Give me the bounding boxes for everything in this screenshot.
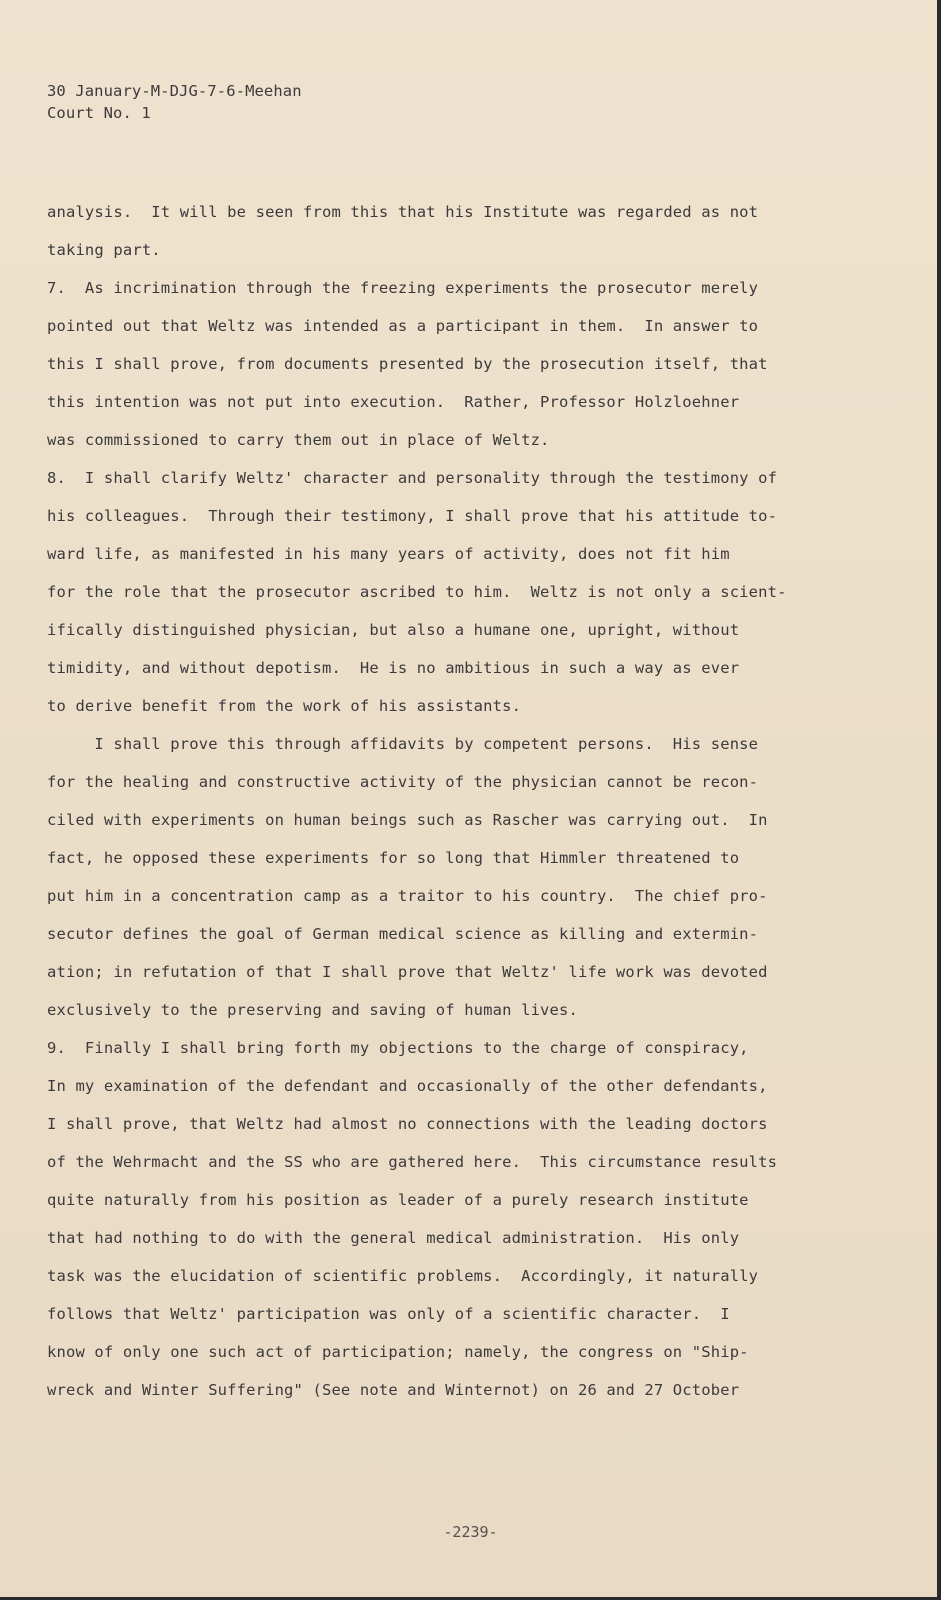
header-court: Court No. 1 bbox=[47, 104, 151, 122]
text-line: ation; in refutation of that I shall prove that Weltz' life work was devoted bbox=[47, 963, 768, 981]
text-line: for the role that the prosecutor ascribed to him. Weltz is not only a scient- bbox=[47, 583, 787, 601]
text-line: his colleagues. Through their testimony, I shall prove that his attitude to- bbox=[47, 507, 778, 525]
text-line: timidity, and without depotism. He is no ambitious in such a way as ever bbox=[47, 659, 740, 677]
text-line: taking part. bbox=[47, 241, 161, 259]
text-line: know of only one such act of participation; namely, the congress on "Ship- bbox=[47, 1343, 749, 1361]
text-line: In my examination of the defendant and occasionally of the other defendants, bbox=[47, 1077, 768, 1095]
page-number: -2239- bbox=[443, 1523, 498, 1541]
text-line: 9. Finally I shall bring forth my objections to the charge of conspiracy, bbox=[47, 1039, 749, 1057]
text-line: that had nothing to do with the general medical administration. His only bbox=[47, 1229, 740, 1247]
text-line: put him in a concentration camp as a traitor to his country. The chief pro- bbox=[47, 887, 768, 905]
text-line: I shall prove, that Weltz had almost no connections with the leading doctors bbox=[47, 1115, 768, 1133]
text-line: this I shall prove, from documents presented by the prosecution itself, that bbox=[47, 355, 768, 373]
text-line: 8. I shall clarify Weltz' character and personality through the testimony of bbox=[47, 469, 778, 487]
text-line: was commissioned to carry them out in place of Weltz. bbox=[47, 431, 550, 449]
text-line: ciled with experiments on human beings such as Rascher was carrying out. In bbox=[47, 811, 768, 829]
scan-edge-right bbox=[937, 0, 941, 1600]
document-body bbox=[47, 200, 907, 1416]
text-line: pointed out that Weltz was intended as a participant in them. In answer to bbox=[47, 317, 759, 335]
text-line: follows that Weltz' participation was only of a scientific character. I bbox=[47, 1305, 730, 1323]
text-line: ifically distinguished physician, but also a humane one, upright, without bbox=[47, 621, 740, 639]
text-line: I shall prove this through affidavits by competent persons. His sense bbox=[47, 735, 759, 753]
text-line: quite naturally from his position as leader of a purely research institute bbox=[47, 1191, 749, 1209]
text-line: wreck and Winter Suffering" (See note and Winternot) on 26 and 27 October bbox=[47, 1381, 740, 1399]
header-reference: 30 January-M-DJG-7-6-Meehan bbox=[47, 82, 302, 100]
text-line: secutor defines the goal of German medical science as killing and extermin- bbox=[47, 925, 759, 943]
text-line: to derive benefit from the work of his assistants. bbox=[47, 697, 522, 715]
text-line: 7. As incrimination through the freezing experiments the prosecutor merely bbox=[47, 279, 759, 297]
text-line: exclusively to the preserving and saving of human lives. bbox=[47, 1001, 578, 1019]
text-line: of the Wehrmacht and the SS who are gathered here. This circumstance results bbox=[47, 1153, 778, 1171]
document-header bbox=[47, 80, 302, 124]
text-line: for the healing and constructive activity of the physician cannot be recon- bbox=[47, 773, 759, 791]
text-line: analysis. It will be seen from this that his Institute was regarded as not bbox=[47, 203, 759, 221]
text-line: this intention was not put into execution. Rather, Professor Holzloehner bbox=[47, 393, 740, 411]
text-line: ward life, as manifested in his many years of activity, does not fit him bbox=[47, 545, 730, 563]
text-line: task was the elucidation of scientific problems. Accordingly, it naturally bbox=[47, 1267, 759, 1285]
text-line: fact, he opposed these experiments for so long that Himmler threatened to bbox=[47, 849, 740, 867]
